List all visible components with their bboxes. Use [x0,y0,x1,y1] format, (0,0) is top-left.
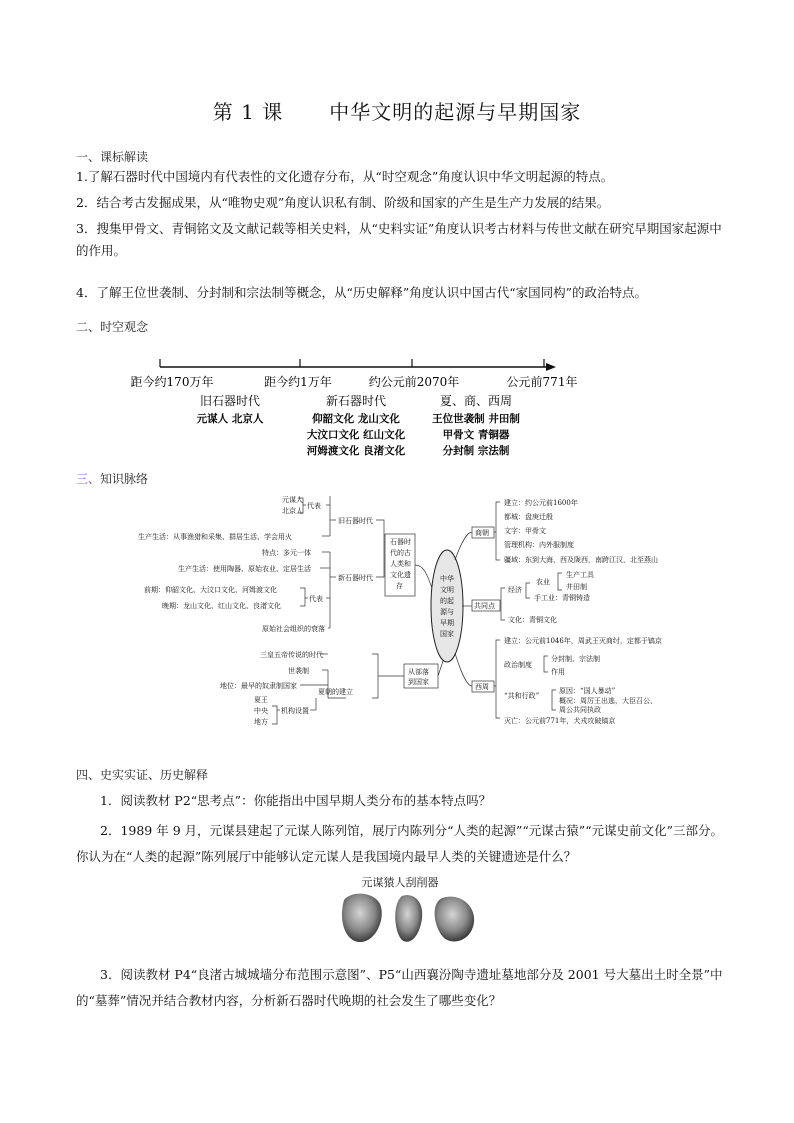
common-label: 共同点 [474,602,495,610]
gonghe-item-1: 原因：“国人暴动” [559,687,616,695]
agri-item-2: 井田制 [566,583,587,591]
new-early: 前期：仰韶文化、大汶口文化、河姆渡文化 [144,586,277,594]
economy-label: 经济 [508,586,522,594]
politics-label: 政治制度 [504,661,532,669]
craft-item: 手工业：青铜铸造 [534,594,590,602]
connector-line [415,565,432,588]
stone-box-line-1: 石器时 [390,538,411,546]
bracket-line [501,588,505,620]
question-3: 3．阅读教材 P4“良渚古城城墙分布范围示意图”、P5“山西襄汾陶寺遗址墓地部分及 2001 号大墓出土时全景”中的“墓葬”情况并结合教材内容，分析新石器时代晚期的社会发生了哪些变化？ [76,967,723,1008]
shang-item-5: 疆域：东到大海，西及陇西，南跨江汉，北至燕山 [504,556,658,564]
xia-feature-2: 甲骨文 青铜器 [442,429,510,441]
lesson-number: 第 1 课 [212,100,284,124]
standard-item-4: 4．了解王位世袭制、分封制和宗法制等概念，从“历史解释”角度认识中国古代“家国同构”的政治特点。 [76,285,648,300]
standard-item-3: 3．搜集甲骨文、青铜铭文及文献记载等相关史料，从“史料实证”角度认识考古材料与传世文献在研究早期国家起源中的作用。 [76,221,722,258]
timeline-figure [0,340,794,470]
brace-line [552,690,556,710]
gonghe-label: “共和行政” [504,692,540,700]
agri-item-1: 生产工具 [566,571,594,579]
brace-line [300,588,305,606]
brace-line [558,573,562,590]
knowledge-map [0,488,794,733]
center-line-4: 源与 [440,608,454,616]
scraper-photo [330,888,490,948]
org-1: 夏王 [254,696,268,704]
era-xia-shang-zhou: 夏、商、西周 [439,394,513,408]
section-heading-timeline: 二、时空观念 [76,320,149,334]
shang-item-1: 建立：约公元前1600年 [504,499,578,507]
section-number: 三、 [76,472,101,486]
culture-item: 文化：青铜文化 [508,616,557,624]
org-label: 机构设置 [281,707,309,715]
old-stone-sites: 元谋人 北京人 [196,413,264,425]
decline: 原始社会组织的衰落 [262,625,325,633]
timeline-point-4: 公元前771年 [506,375,578,389]
timeline-point-3: 约公元前2070年 [368,375,460,389]
center-line-3: 的起 [440,597,454,605]
center-line-5: 早期 [440,619,454,627]
center-line-1: 中华 [440,575,454,583]
bracket-line [372,654,378,698]
zhou-label: 西周 [475,683,489,691]
hereditary: 世袭制 [288,667,309,675]
stone-box-line-4: 文化遗 [390,571,411,579]
politics-item-1: 分封制、宗法制 [551,655,600,663]
stone-tool-3 [435,897,475,942]
section-title: 知识脉络 [100,472,149,486]
section-heading-standards: 一、课标解读 [76,150,149,164]
timeline-arrow-icon [546,363,556,371]
shang-item-2: 都城：盘庚迁殷 [504,513,553,521]
stone-box-line-3: 人类和 [390,560,411,568]
shang-label: 商朝 [475,529,489,537]
zhou-fall: 灭亡：公元前771年，犬戎攻破镐京 [504,717,616,725]
brace-line [272,706,277,724]
standard-item-1: 1.了解石器时代中国境内有代表性的文化遗存分布，从“时空观念”角度认识中华文明起源的特点。 [76,169,614,184]
new-stone-sites-2: 大汶口文化 红山文化 [306,429,406,441]
new-feature: 特点：多元一体 [262,549,311,557]
timeline-point-2: 距今约1万年 [264,375,332,389]
photo-caption: 元谋猿人刮削器 [361,876,439,889]
center-line-6: 国家 [440,630,454,638]
section-heading-knowledge [76,470,148,487]
xia-feature-1: 王位世袭制 井田制 [432,413,520,425]
era-new-stone: 新石器时代 [325,394,387,408]
old-rep-2: 北京人 [282,507,303,515]
old-life: 生产生活：从事渔猎和采集、群居生活、学会用火 [138,533,292,541]
bracket-line [496,640,500,718]
old-daibiao: 代表 [307,502,321,510]
question-1: 1．阅读教材 P2“思考点”：你能指出中国早期人类分布的基本特点吗？ [100,793,492,808]
zhou-founding: 建立：公元前1046年，周武王灭商纣，定都于镐京 [504,637,662,645]
stone-tool-2 [395,895,422,942]
brace-line [526,583,530,598]
new-stone-label: 新石器时代 [338,574,373,582]
org-3: 地方 [254,718,268,726]
section-heading-evidence: 四、史实实证、历史解释 [76,768,209,782]
xia-status: 地位：最早的奴隶制国家 [220,682,297,690]
era-old-stone: 旧石器时代 [199,394,261,408]
connector-line [455,532,472,560]
xia-feature-3: 分封制 宗法制 [442,445,510,457]
standard-item-2: 2．结合考古发掘成果，从“唯物史观”角度认识私有制、阶级和国家的产生是生产力发展的结果。 [76,195,610,210]
old-rep-1: 元谋人 [282,496,303,504]
new-stone-sites-1: 仰韶文化 龙山文化 [312,413,400,425]
gonghe-item-2: 概况：周厉王出逃，大臣召公、 [559,697,657,705]
new-daibiao: 代表 [309,595,323,603]
bracket-line [496,502,500,560]
org-2: 中央 [254,707,268,715]
new-late: 晚期：龙山文化、红山文化、良渚文化 [162,602,281,610]
xia-founding: 夏朝的建立 [318,688,353,696]
new-life: 生产生活：使用陶器、原始农业、定居生活 [178,565,311,573]
center-ellipse [431,550,463,662]
old-stone-label: 旧石器时代 [338,517,373,525]
question-2: 2．1989 年 9 月，元谋县建起了元谋人陈列馆，展厅内陈列分“人类的起源”“元谋古猿”“元谋史前文化”三部分。你认为在“人类的起源”陈列展厅中能够认定元谋人是我国境内最早人类的关键遗迹是什么？ [76,823,723,864]
timeline-point-1: 距今约170万年 [130,375,214,389]
lesson-name: 中华文明的起源与早期国家 [329,100,582,124]
center-line-2: 文明 [440,586,454,594]
brace-line [544,656,548,672]
stone-tool-1 [342,894,382,942]
bracket-line [376,520,384,577]
stone-box-line-5: 存 [396,582,403,590]
shang-item-3: 文字：甲骨文 [504,527,546,535]
legend-era: 三皇五帝传说的时代 [260,651,323,659]
shang-item-4: 管理机构：内外服制度 [504,541,574,549]
stone-box-line-2: 代的古 [390,549,411,557]
connector-line [455,653,472,686]
gonghe-item-3: 周公共同执政 [559,706,601,714]
agri-label: 农业 [536,578,550,586]
tribe-box-line-1: 从部落 [408,668,429,676]
new-stone-sites-3: 河姆渡文化 良渚文化 [306,445,406,457]
politics-item-2: 作用 [551,668,565,676]
page-title [0,96,794,125]
tribe-box-line-2: 到国家 [408,678,429,686]
